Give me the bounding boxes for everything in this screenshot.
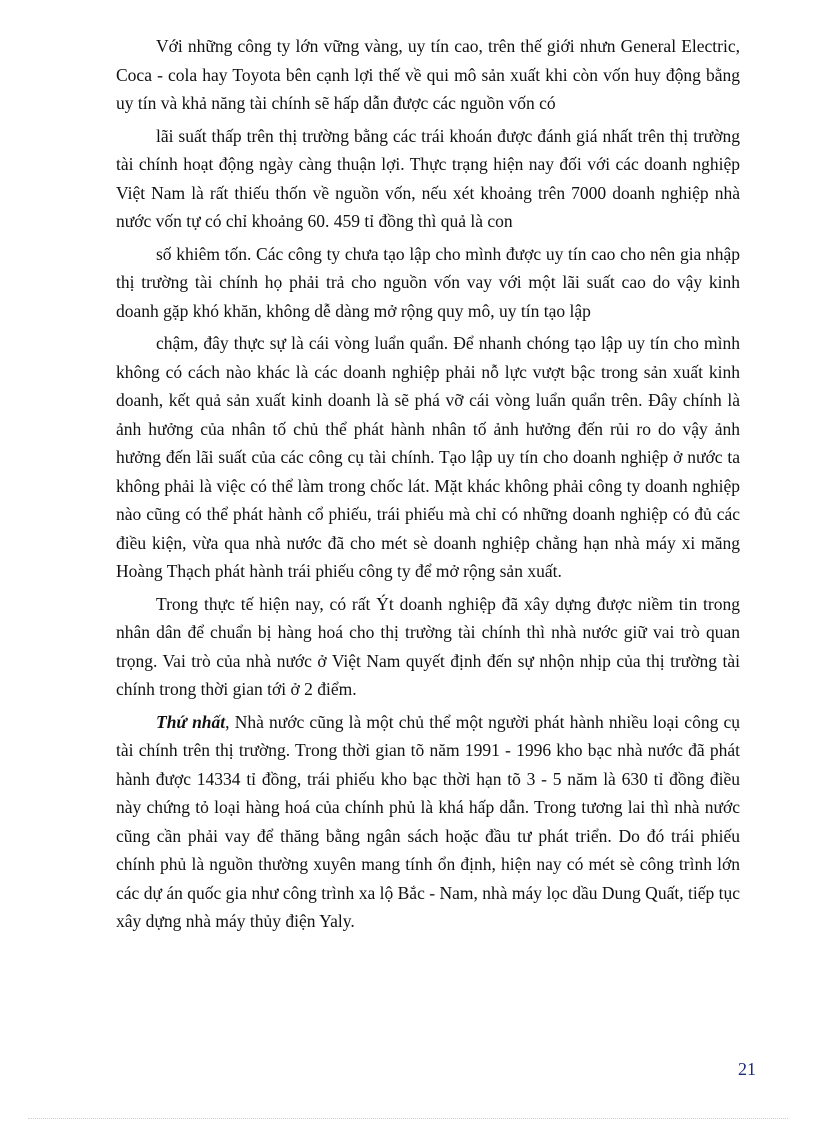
paragraph-1-part-4: chậm, đây thực sự là cái vòng luẩn quẩn. Để nhanh chóng tạo lập uy tín cho mình không có cách nào khác là các doanh nghiệp phải nỗ lực vượt bậc trong sản xuất kinh doanh, kết quả sản xuất kinh doanh là sẽ phá vỡ cái vòng luẩn quẩn trên. Đây chính là ảnh hưởng của nhân tố chủ thể phát hành nhân tố ảnh hưởng đến rủi ro do vậy ảnh hưởng đến lãi suất của các công cụ tài chính. Tạo lập uy tín cho doanh nghiệp ở nước ta không phải là việc có thể làm trong chốc lát. Mặt khác không phải công ty doanh nghiệp nào cũng có thể phát hành cổ phiếu, trái phiếu mà chỉ có những doanh nghiệp có đủ các điều kiện, vừa qua nhà nước đã cho mét sè doanh nghiệp chẳng hạn nhà máy xi măng Hoàng Thạch phát hành trái phiếu công ty để mở rộng sản xuất. — [116, 333, 740, 581]
document-body — [116, 32, 740, 940]
paragraph-1-part-1: Với những công ty lớn vững vàng, uy tín cao, trên thế giới nhưn General Electric, Coca - cola hay Toyota bên cạnh lợi thế về qui mô sản xuất khi còn vốn huy động bằng uy tín và khả năng tài chính sẽ hấp dẫn được các nguồn vốn có — [116, 36, 740, 113]
paragraph-3-text: , Nhà nước cũng là một chủ thể một người phát hành nhiều loại công cụ tài chính trên thị trường. Trong thời gian tõ năm 1991 - 1996 kho bạc nhà nước đã phát hành được 14334 tỉ đồng, trái phiếu kho bạc thời hạn tõ 3 - 5 năm là 630 tỉ đồng điều này chứng tỏ loại hàng hoá của chính phủ là khá hấp dẫn. Trong tương lai thì nhà nước cũng cần phải vay để thăng bằng ngân sách hoặc đầu tư phát triển. Do đó trái phiếu chính phủ là nguồn thường xuyên mang tính ổn định, hiện nay có mét sè công trình lớn các dự án quốc gia như công trình xa lộ Bắc - Nam, nhà máy lọc dầu Dung Quất, tiếp tục xây dựng nhà máy thủy điện Yaly. — [116, 711, 741, 931]
paragraph-2: Trong thực tế hiện nay, có rất Ýt doanh nghiệp đã xây dựng được niềm tin trong nhân dân để chuẩn bị hàng hoá cho thị trường tài chính thì nhà nước giữ vai trò quan trọng. Vai trò của nhà nước ở Việt Nam quyết định đến sự nhộn nhịp của thị trường tài chính trong thời gian tới ở 2 điểm. — [116, 593, 740, 699]
paragraph-1-part-3: số khiêm tốn. Các công ty chưa tạo lập cho mình được uy tín cao cho nên gia nhập thị trường tài chính họ phải trả cho nguồn vốn vay với một lãi suất cao do vậy kinh doanh gặp khó khăn, không dễ dàng mở rộng quy mô, uy tín tạo lập — [116, 243, 740, 321]
page-number: 21 — [738, 1059, 756, 1079]
footer-divider — [28, 1118, 788, 1119]
paragraph-1 — [116, 32, 740, 586]
paragraph-3-lead: Thứ nhất — [156, 711, 226, 732]
paragraph-1-part-2: lãi suất thấp trên thị trường bằng các trái khoán được đánh giá nhất trên thị trường tài chính hoạt động ngày càng thuận lợi. Thực trạng hiện nay đối với các doanh nghiệp Việt Nam là rất thiếu thốn về nguồn vốn, nếu xét khoảng trên 7000 doanh nghiệp nhà nước vốn tự có chỉ khoảng 60. 459 tỉ đồng thì quả là con — [116, 125, 740, 231]
paragraph-3 — [116, 708, 740, 936]
